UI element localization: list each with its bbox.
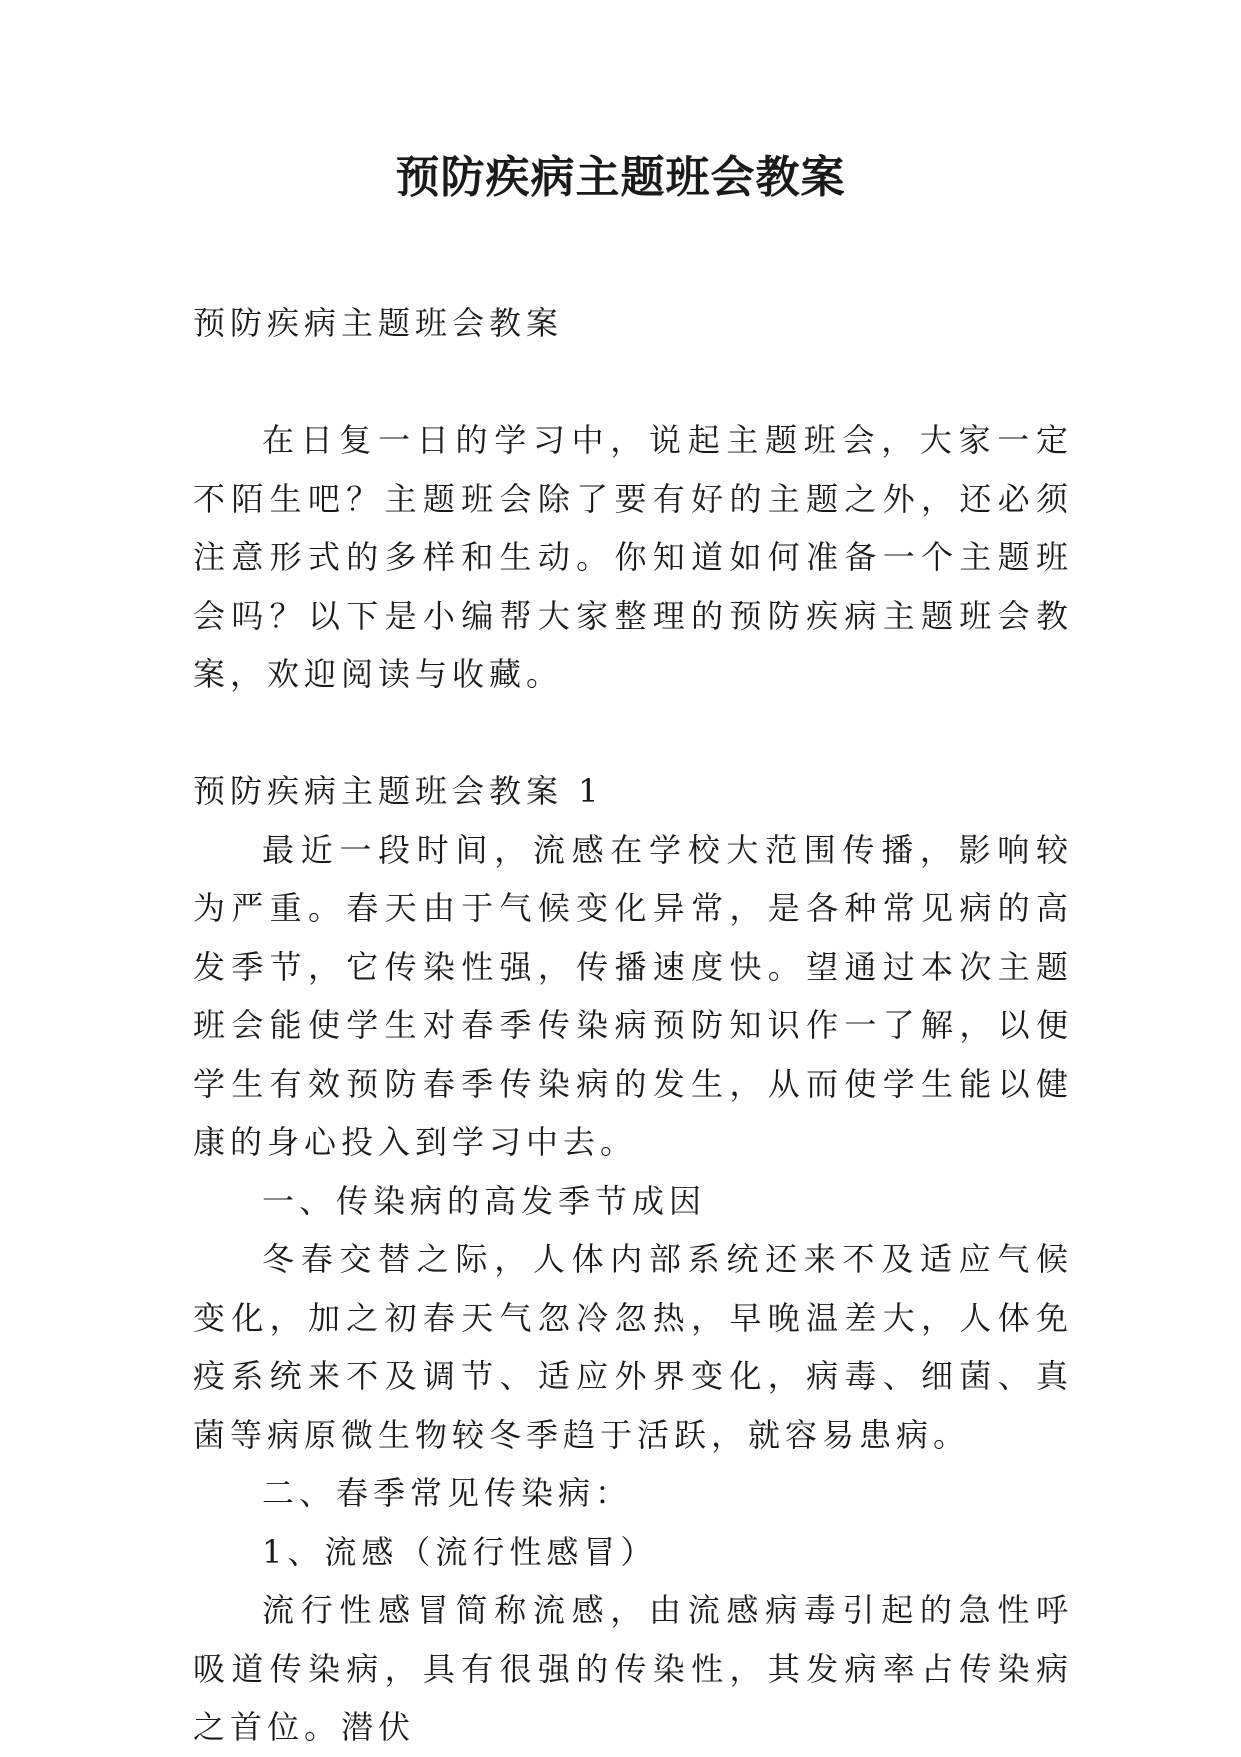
point-heading: 二、春季常见传染病：	[262, 1474, 633, 1512]
section-paragraph: 最近一段时间，流感在学校大范围传播，影响较为严重。春天由于气候变化异常，是各种常见病的高发季节，它传染性强，传播速度快。望通过本次主题班会能使学生对春季传染病预防知识作一了解，以便学生有效预防春季传染病的发生，从而使学生能以健康的身心投入到学习中去。	[193, 830, 1073, 1161]
document-title: 预防疾病主题班会教案	[395, 152, 846, 203]
paragraph-gap	[193, 353, 1073, 412]
point-paragraph: 冬春交替之际，人体内部系统还来不及适应气候变化，加之初春天气忽冷忽热，早晚温差大，人体免疫系统来不及调节、适应外界变化，病毒、细菌、真菌等病原微生物较冬季趋于活跃，就容易患病。	[193, 1240, 1073, 1454]
section-heading: 预防疾病主题班会教案 1	[193, 772, 604, 810]
document-body	[193, 294, 1073, 1757]
item-paragraph: 流行性感冒简称流感，由流感病毒引起的急性呼吸道传染病，具有很强的传染性，其发病率占传染病之首位。潜伏	[193, 1591, 1073, 1746]
item-heading: 1、流感（流行性感冒）	[262, 1532, 658, 1571]
intro-paragraph: 在日复一日的学习中，说起主题班会，大家一定不陌生吧？主题班会除了要有好的主题之外，还必须注意形式的多样和生动。你知道如何准备一个主题班会吗？以下是小编帮大家整理的预防疾病主题班会教案，欢迎阅读与收藏。	[193, 421, 1073, 693]
document-subtitle: 预防疾病主题班会教案	[193, 304, 564, 342]
point-heading: 一、传染病的高发季节成因	[262, 1181, 707, 1220]
paragraph-gap	[193, 704, 1073, 763]
